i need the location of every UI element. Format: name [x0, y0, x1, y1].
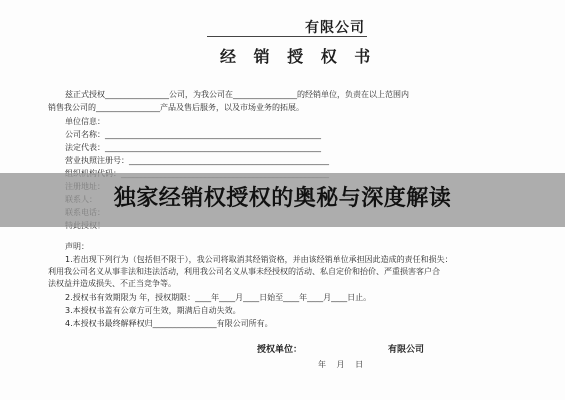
field-legal-representative: 法定代表：______________________________________________________	[65, 143, 321, 152]
company-header: 有限公司	[305, 20, 365, 36]
signature-date: 年 月 日	[318, 360, 364, 369]
declaration-item-2: 2.授权书有效期限为 年，授权期限：____年____月____日始至____年____月____日止。	[65, 293, 372, 302]
company-header-underline	[207, 36, 367, 37]
declaration-item-4: 4.本授权书最终解释权归________________有限公司所有。	[65, 319, 273, 328]
intro-line-1: 兹正式授权________________公司，为我公司在________________的经销单位，负责在以上范围内	[65, 90, 409, 99]
declaration-item-1-cont: 利用我公司名义从事非法和违法活动，利用我公司名义从事未经授权的活动、私自定价和抬价、严重损害客户合	[48, 267, 440, 276]
document-title: 经 销 授 权 书	[220, 47, 377, 66]
unit-info-heading: 单位信息：	[65, 117, 105, 126]
declaration-item-1: 1.若出现下列行为（包括但不限于），我公司将取消其经销资格，并由该经销单位承担因此造成的责任和损失：	[65, 255, 453, 264]
signer-company: 有限公司	[388, 345, 425, 355]
intro-line-2: 销售我公司的________________产品及售后服务，以及市场业务的拓展。	[48, 103, 304, 112]
field-company-name: 公司名称：______________________________________________________	[65, 130, 321, 139]
declaration-heading: 声明：	[65, 242, 89, 251]
declaration-item-1-end: 法权益并造成损失、不正当竞争等。	[48, 279, 176, 288]
declaration-item-3: 3.本授权书盖有公章方可生效，期满后自动失效。	[65, 306, 241, 315]
field-license-number: 营业执照注册号：__________________________________________________	[65, 156, 329, 165]
signer-label: 授权单位：	[257, 345, 303, 355]
banner-title: 独家经销权授权的奥秘与深度解读	[113, 186, 452, 211]
